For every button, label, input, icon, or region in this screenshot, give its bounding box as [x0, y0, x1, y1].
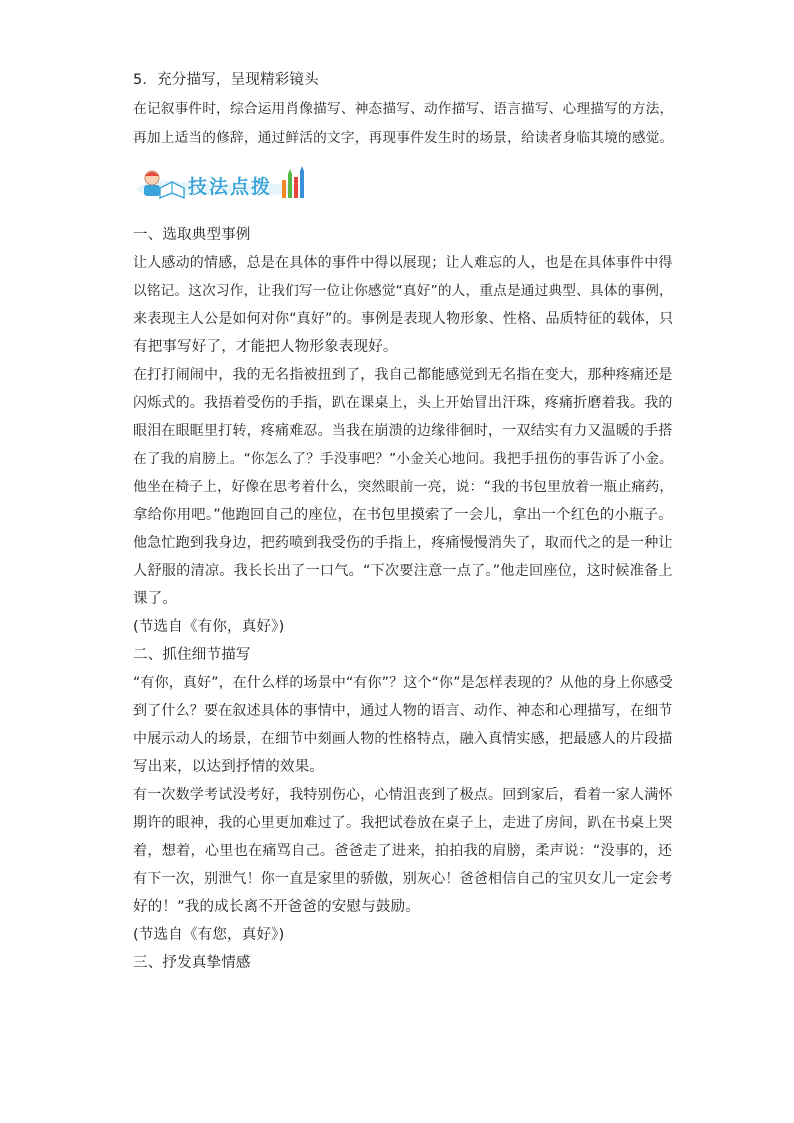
section2-title: 二、抓住细节描写 [133, 647, 251, 663]
s2-p1-line-1: “有你，真好”，在什么样的场景中“有你”？这个“你”是怎样表现的？从他的身上你感受 [133, 675, 673, 691]
s1-p1-line-1: 让人感动的情感，总是在具体的事件中得以展现；让人难忘的人，也是在具体事件中得 [133, 255, 673, 271]
s2-p1-line-3: 中展示动人的场景，在细节中刻画人物的性格特点，融入真情实感，把最感人的片段描 [133, 731, 673, 747]
intro-line-2: 再加上适当的修辞，通过鲜活的文字，再现事件发生时的场景，给读者身临其境的感觉。 [133, 130, 674, 146]
s1-p2-line-5: 他坐在椅子上，好像在思考着什么，突然眼前一亮，说：“我的书包里放着一瓶止痛药， [133, 479, 674, 495]
s2-p2-line-1: 有一次数学考试没考好，我特别伤心，心情沮丧到了极点。回到家后，看着一家人满怀 [133, 787, 673, 803]
s1-p2-line-6: 拿给你用吧。”他跑回自己的座位，在书包里摸索了一会儿，拿出一个红色的小瓶子。 [133, 507, 673, 523]
s1-p2-line-7: 他急忙跑到我身边，把药喷到我受伤的手指上，疼痛慢慢消失了，取而代之的是一种让 [133, 535, 673, 551]
s2-source: (节选自《有您，真好》) [133, 927, 285, 943]
s1-source: (节选自《有你，真好》) [133, 619, 285, 635]
s1-p2-line-9: 课了。 [133, 591, 178, 607]
section3-title: 三、抒发真挚情感 [133, 955, 251, 971]
s2-p2-line-2: 期许的眼神，我的心里更加难过了。我把试卷放在桌子上，走进了房间，趴在书桌上哭 [133, 815, 673, 831]
heading-5: 5．充分描写，呈现精彩镜头 [133, 72, 319, 88]
s1-p1-line-4: 有把事写好了，才能把人物形象表现好。 [133, 339, 398, 355]
banner-label: 技法点拨 [188, 176, 273, 198]
intro-line-1: 在记叙事件时，综合运用肖像描写、神态描写、动作描写、语言描写、心理描写的方法， [133, 101, 674, 117]
s1-p2-line-2: 闪烁式的。我捂着受伤的手指，趴在课桌上，头上开始冒出汗珠，疼痛折磨着我。我的 [133, 395, 673, 411]
technique-banner [132, 166, 312, 202]
s1-p2-line-4: 在了我的肩膀上。“你怎么了？手没事吧？”小金关心地问。我把手扭伤的事告诉了小金。 [133, 451, 673, 467]
s2-p2-line-3: 着，想着，心里也在痛骂自己。爸爸走了进来，拍拍我的肩膀，柔声说：“没事的，还 [133, 843, 673, 859]
section1-title: 一、选取典型事例 [133, 227, 251, 243]
s2-p2-line-5: 好的！”我的成长离不开爸爸的安慰与鼓励。 [133, 899, 421, 915]
s2-p2-line-4: 有下一次，别泄气！你一直是家里的骄傲，别灰心！爸爸相信自己的宝贝女儿一定会考 [133, 871, 673, 887]
s1-p1-line-2: 以铭记。这次习作，让我们写一位让你感觉“真好”的人，重点是通过典型、具体的事例， [133, 283, 673, 299]
s1-p2-line-8: 人舒服的清凉。我长长出了一口气。“下次要注意一点了。”他走回座位，这时候准备上 [133, 563, 673, 579]
s1-p2-line-3: 眼泪在眼眶里打转，疼痛难忍。当我在崩溃的边缘徘徊时，一双结实有力又温暖的手搭 [133, 423, 673, 439]
s1-p2-line-1: 在打打闹闹中，我的无名指被扭到了，我自己都能感觉到无名指在变大，那种疼痛还是 [133, 367, 673, 383]
s2-p1-line-4: 写出来，以达到抒情的效果。 [133, 759, 325, 775]
s1-p1-line-3: 来表现主人公是如何对你“真好”的。事例是表现人物形象、性格、品质特征的载体，只 [133, 311, 674, 327]
s2-p1-line-2: 到了什么？要在叙述具体的事情中，通过人物的语言、动作、神态和心理描写，在细节 [133, 703, 673, 719]
